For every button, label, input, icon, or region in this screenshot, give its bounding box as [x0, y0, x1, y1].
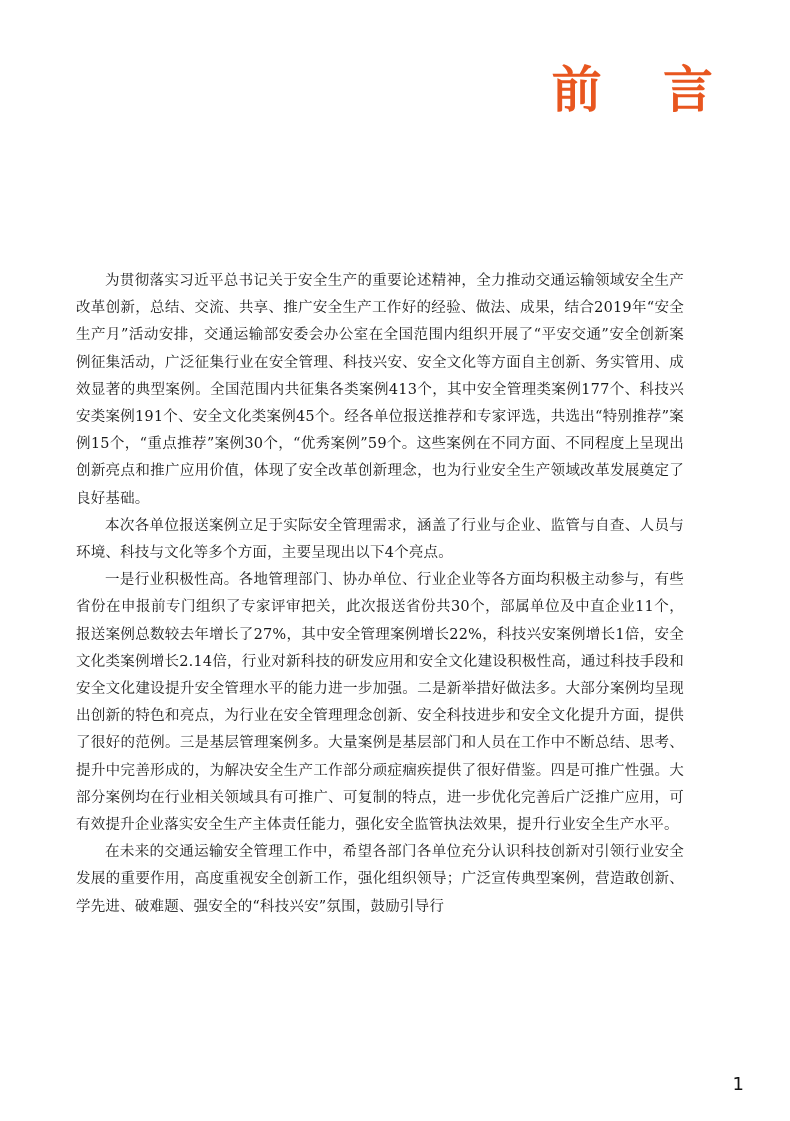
paragraph-2: 本次各单位报送案例立足于实际安全管理需求，涵盖了行业与企业、监管与自查、人员与环境、科技与文化等多个方面，主要呈现出以下4个亮点。 — [76, 517, 684, 562]
paragraph-1: 为贯彻落实习近平总书记关于安全生产的重要论述精神，全力推动交通运输领域安全生产改革创新，总结、交流、共享、推广安全生产工作好的经验、做法、成果，结合2019年“安全生产月”活动安排，交通运输部安委会办公室在全国范围内组织开展了“平安交通”安全创新案例征集活动，广泛征集行业在安全管理、科技兴安、安全文化等方面自主创新、务实管用、成效显著的典型案例。全国范围内共征集各类案例413个，其中安全管理类案例177个、科技兴安类案例191个、安全文化类案例45个。经各单位报送推荐和专家评选，共选出“特别推荐”案例15个，“重点推荐”案例30个，“优秀案例”59个。这些案例在不同方面、不同程度上呈现出创新亮点和推广应用价值，体现了安全改革创新理念，也为行业安全生产领域改革发展奠定了良好基础。 — [76, 273, 684, 507]
paragraph-3: 一是行业积极性高。各地管理部门、协办单位、行业企业等各方面均积极主动参与，有些省份在申报前专门组织了专家评审把关，此次报送省份共30个，部属单位及中直企业11个，报送案例总数较去年增长了27%，其中安全管理案例增长22%，科技兴安案例增长1倍，安全文化类案例增长2.14倍，行业对新科技的研发应用和安全文化建设积极性高，通过科技手段和安全文化建设提升安全管理水平的能力进一步加强。二是新举措好做法多。大部分案例均呈现出创新的特色和亮点，为行业在安全管理理念创新、安全科技进步和安全文化提升方面，提供了很好的范例。三是基层管理案例多。大量案例是基层部门和人员在工作中不断总结、思考、提升中完善形成的，为解决安全生产工作部分顽症痼疾提供了很好借鉴。四是可推广性强。大部分案例均在行业相关领域具有可推广、可复制的特点，进一步优化完善后广泛推广应用，可有效提升企业落实安全生产主体责任能力，强化安全监管执法效果，提升行业安全生产水平。 — [76, 572, 684, 834]
page-title: 前 言 — [551, 61, 735, 119]
paragraph-4: 在未来的交通运输安全管理工作中，希望各部门各单位充分认识科技创新对引领行业安全发展的重要作用，高度重视安全创新工作，强化组织领导；广泛宣传典型案例，营造敢创新、学先进、破难题、强安全的“科技兴安”氛围，鼓励引导行 — [76, 844, 684, 915]
page-number: 1 — [732, 1074, 744, 1095]
preface-body — [76, 268, 684, 921]
